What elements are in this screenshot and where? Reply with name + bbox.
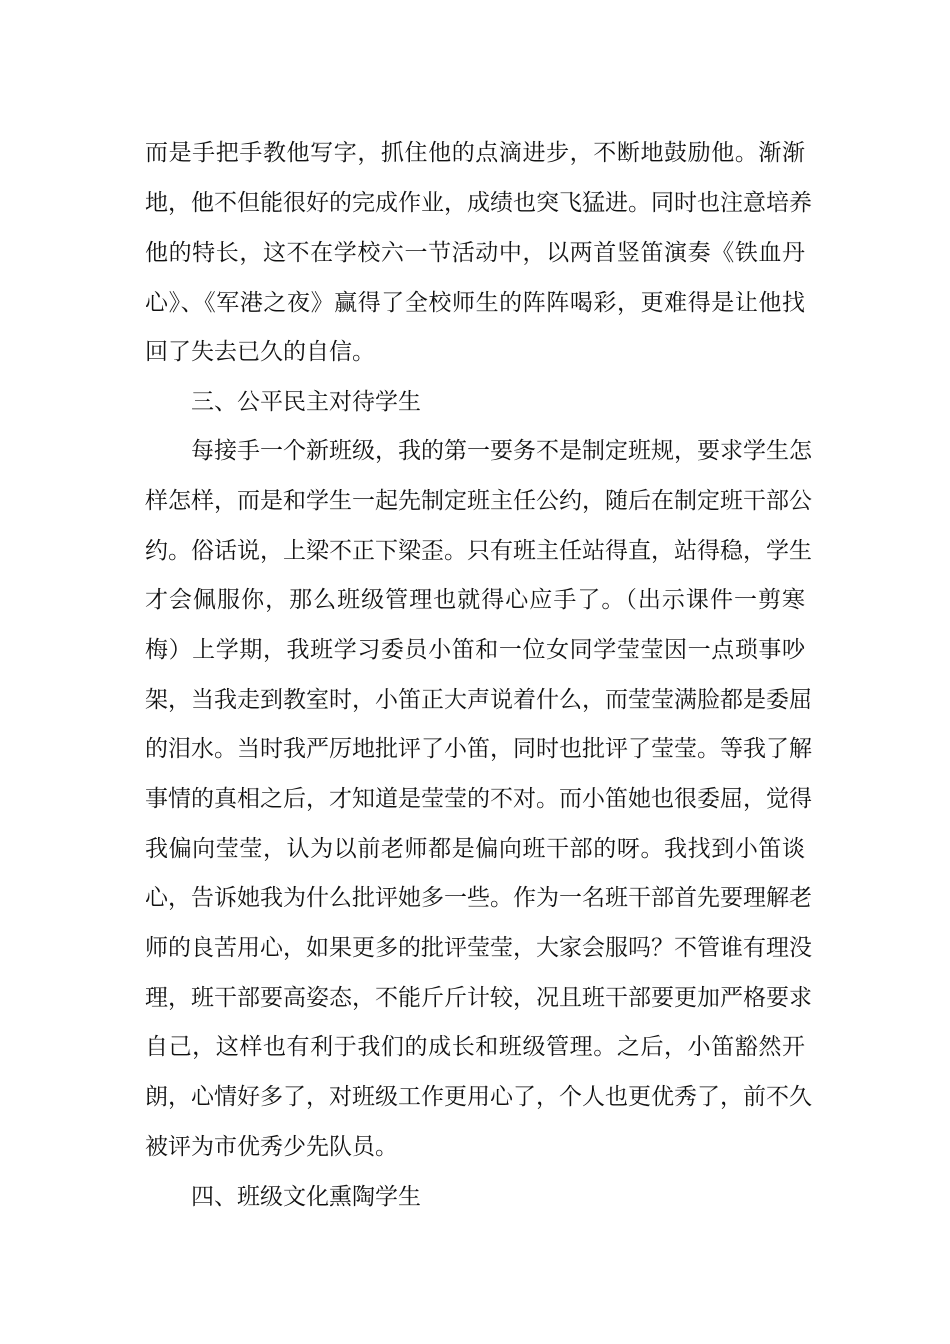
- paragraph-line: 地，他不但能很好的完成作业，成绩也突飞猛进。同时也注意培养: [145, 190, 812, 216]
- paragraph-line: 架，当我走到教室时，小笛正大声说着什么，而莹莹满脸都是委屈: [145, 687, 812, 713]
- paragraph-line: 事情的真相之后，才知道是莹莹的不对。而小笛她也很委屈，觉得: [145, 786, 812, 812]
- paragraph-line: 被评为市优秀少先队员。: [145, 1134, 398, 1160]
- paragraph-line: 约。俗话说，上梁不正下梁歪。只有班主任站得直，站得稳，学生: [145, 538, 812, 564]
- paragraph-line: 心》、《军港之夜》赢得了全校师生的阵阵喝彩，更难得是让他找: [145, 290, 805, 316]
- paragraph-line: 师的良苦用心，如果更多的批评莹莹，大家会服吗？不管谁有理没: [145, 935, 812, 961]
- paragraph-line: 他的特长，这不在学校六一节活动中，以两首竖笛演奏《铁血丹: [145, 240, 805, 266]
- paragraph-line: 的泪水。当时我严厉地批评了小笛，同时也批评了莹莹。等我了解: [145, 736, 812, 762]
- paragraph-line: 理，班干部要高姿态，不能斤斤计较，况且班干部要更加严格要求: [145, 985, 812, 1011]
- paragraph-line: 梅）上学期，我班学习委员小笛和一位女同学莹莹因一点琐事吵: [145, 637, 805, 663]
- paragraph-line: 心，告诉她我为什么批评她多一些。作为一名班干部首先要理解老: [145, 885, 812, 911]
- paragraph-line: 自己，这样也有利于我们的成长和班级管理。之后，小笛豁然开: [145, 1034, 805, 1060]
- paragraph-line: 回了失去已久的自信。: [145, 339, 375, 365]
- paragraph-line: 而是手把手教他写字，抓住他的点滴进步，不断地鼓励他。渐渐: [145, 140, 805, 166]
- paragraph-line: 朗，心情好多了，对班级工作更用心了，个人也更优秀了，前不久: [145, 1084, 812, 1110]
- paragraph-line: 我偏向莹莹，认为以前老师都是偏向班干部的呀。我找到小笛谈: [145, 836, 805, 862]
- paragraph-line: 才会佩服你，那么班级管理也就得心应手了。（出示课件一剪寒: [145, 587, 805, 613]
- section-heading: 四、班级文化熏陶学生: [191, 1184, 421, 1210]
- paragraph-line: 样怎样，而是和学生一起先制定班主任公约，随后在制定班干部公: [145, 488, 812, 514]
- section-heading: 三、公平民主对待学生: [191, 389, 421, 415]
- paragraph-line: 每接手一个新班级，我的第一要务不是制定班规，要求学生怎: [191, 438, 812, 464]
